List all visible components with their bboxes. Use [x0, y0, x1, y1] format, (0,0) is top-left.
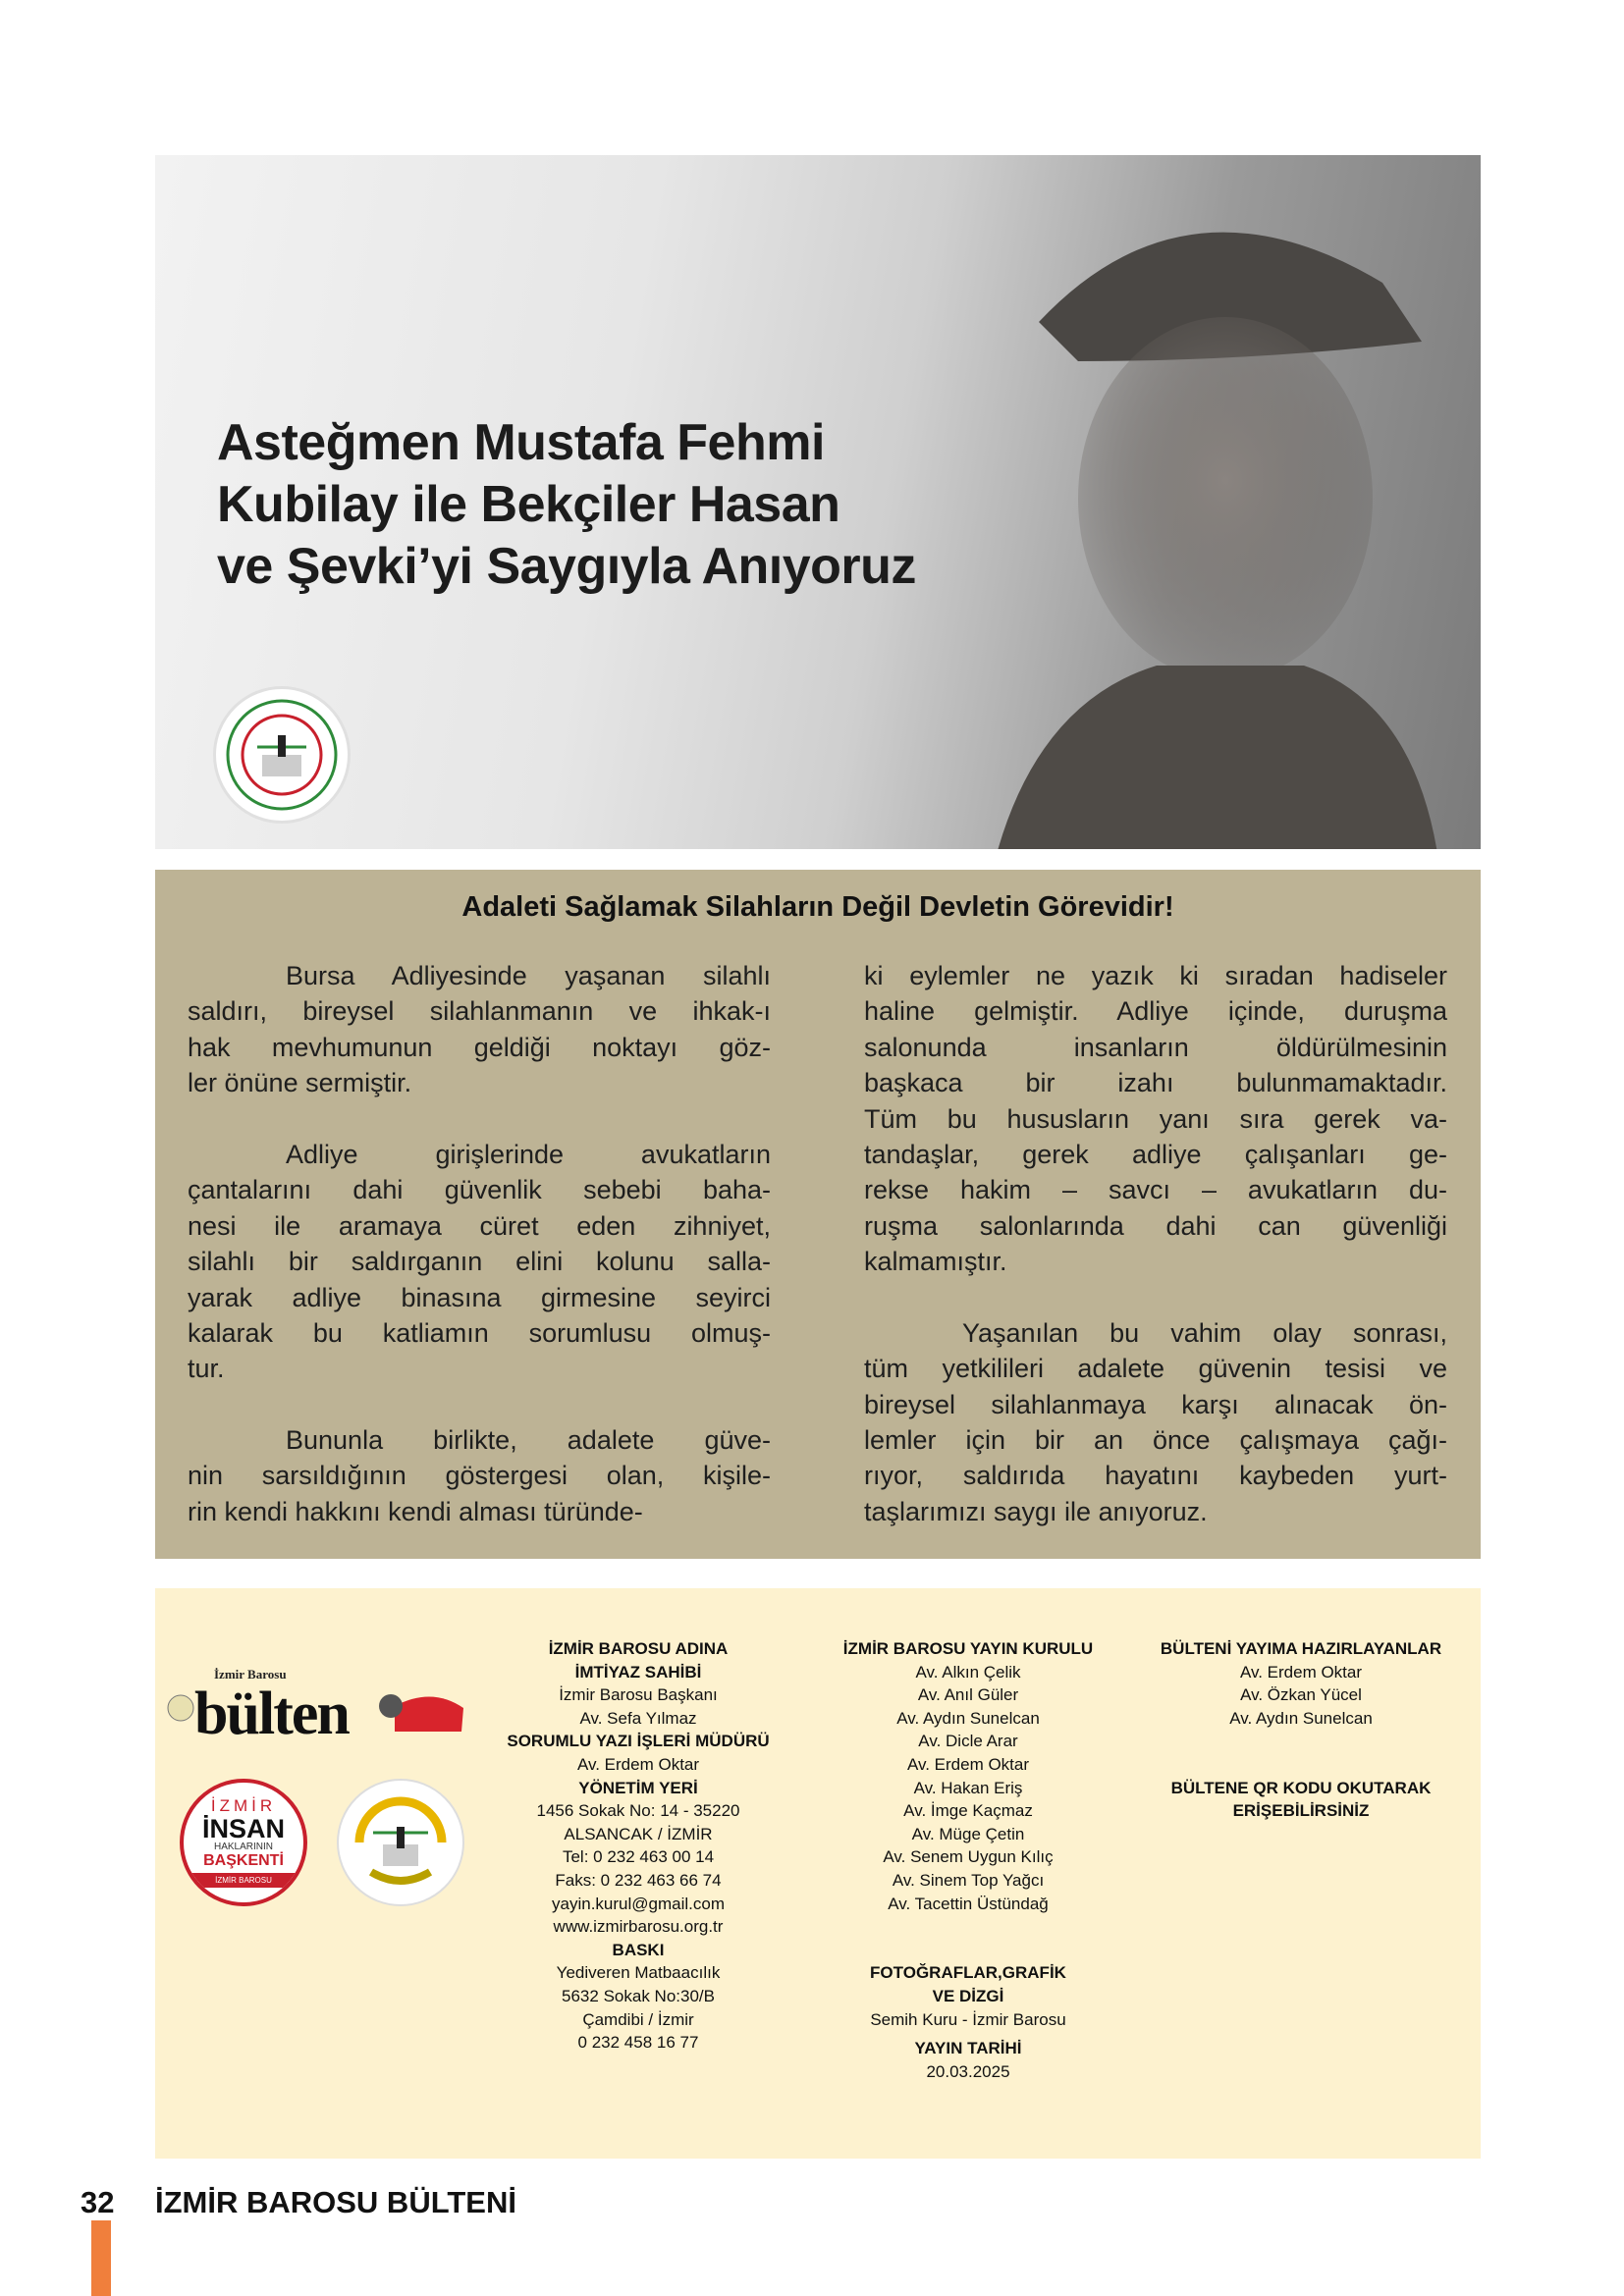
imprint-text: İzmir Barosu Başkanı [559, 1685, 718, 1705]
imprint-heading: İMTİYAZ SAHİBİ [574, 1662, 702, 1682]
article-line: ler önüne sermiştir. [188, 1068, 412, 1098]
imprint-heading: BASKI [612, 1940, 665, 1959]
imprint-heading: VE DİZGİ [932, 1986, 1004, 2005]
article-line: kalarak bu katliamın sorumlusu olmuş- [188, 1317, 771, 1348]
bulten-logo [167, 1667, 463, 1741]
imprint-text: Çamdibi / İzmir [582, 2009, 694, 2029]
bulten-logo-text: bülten [194, 1681, 349, 1741]
insan-haklari-logo [180, 1779, 307, 1906]
imprint-text: ALSANCAK / İZMİR [564, 1824, 713, 1843]
person-name: Av. Müge Çetin [911, 1824, 1025, 1843]
banner-title-line: Kubilay ile Bekçiler Hasan [217, 476, 840, 533]
insan-logo-red: BAŞKENTİ [203, 1852, 284, 1869]
imprint-heading: FOTOĞRAFLAR,GRAFİK [870, 1963, 1066, 1983]
phone-number: Tel: 0 232 463 00 14 [562, 1847, 715, 1867]
person-name: Av. Erdem Oktar [906, 1754, 1030, 1774]
page-number: 32 [81, 2185, 115, 2219]
imprint-heading: BÜLTENİ YAYIMA HAZIRLAYANLAR [1160, 1639, 1442, 1658]
article-paragraph [188, 1422, 771, 1529]
banner-title [217, 412, 916, 598]
insan-logo-small: HAKLARININ [213, 1842, 273, 1852]
article-line: Tüm bu hususların yanı sıra gerek va- [864, 1103, 1447, 1134]
article-line: çantalarını dahi güvenlik sebebi baha- [188, 1175, 771, 1205]
imprint-heading: SORUMLU YAZI İŞLERİ MÜDÜRÜ [507, 1732, 770, 1751]
article-line: taşlarımızı saygı ile anıyoruz. [864, 1496, 1208, 1526]
website-link[interactable]: www.izmirbarosu.org.tr [553, 1917, 724, 1937]
imprint-text: Av. Erdem Oktar [576, 1754, 700, 1774]
person-name: Av. Alkın Çelik [915, 1662, 1021, 1682]
imprint-heading: YÖNETİM YERİ [578, 1778, 698, 1797]
insan-logo-top: İZMİR [210, 1796, 277, 1815]
article-line: lemler için bir an önce çalışmaya çağı- [864, 1425, 1447, 1456]
person-name: Av. Hakan Eriş [913, 1778, 1023, 1797]
person-name: Av. Aydın Sunelcan [896, 1708, 1040, 1728]
email-link[interactable]: yayin.kurul@gmail.com [552, 1894, 725, 1913]
publication-name: İZMİR BAROSU BÜLTENİ [155, 2185, 516, 2219]
soldier-portrait [931, 194, 1441, 849]
person-name: Av. Aydın Sunelcan [1229, 1708, 1373, 1728]
article-paragraph [188, 958, 771, 1101]
article-line: tur. [188, 1354, 225, 1384]
article-line: ruşma salonlarında dahi can güvenliği [864, 1210, 1447, 1241]
person-name: Av. Sinem Top Yağcı [892, 1870, 1045, 1890]
article-paragraph [864, 958, 1447, 1280]
banner-title-line: ve Şevki’yi Saygıyla Anıyoruz [217, 538, 916, 595]
qr-note: BÜLTENE QR KODU OKUTARAK [1170, 1778, 1432, 1797]
person-name: Av. Özkan Yücel [1240, 1685, 1362, 1705]
article-line: rıyor, saldırıda hayatını kaybeden yurt- [864, 1461, 1447, 1491]
imprint-heading: İZMİR BAROSU YAYIN KURULU [842, 1639, 1094, 1658]
imprint-text: 5632 Sokak No:30/B [562, 1986, 715, 2005]
article-line: nin sarsıldığının göstergesi olan, kişile- [188, 1461, 771, 1491]
izmir-barosu-seal-logo [213, 686, 351, 824]
article-box [155, 870, 1481, 1559]
imprint-text: Semih Kuru - İzmir Barosu [870, 2009, 1066, 2029]
article-paragraph [864, 1315, 1447, 1529]
board-member-list [843, 1661, 1093, 1916]
person-name: Av. Dicle Arar [918, 1732, 1018, 1751]
person-name: Av. İmge Kaçmaz [903, 1801, 1033, 1821]
article-paragraph [188, 1137, 771, 1387]
article-line: hak mevhumunun geldiği noktayı göz- [188, 1032, 771, 1062]
article-line: Bununla birlikte, adalete güve- [286, 1425, 771, 1456]
insan-logo-band: İZMİR BAROSU [184, 1873, 303, 1888]
imprint-text: Yediveren Matbaacılık [556, 1963, 721, 1983]
article-line: Adliye girişlerinde avukatların [286, 1139, 771, 1169]
article-line: rin kendi hakkını kendi alması türünde- [188, 1496, 643, 1526]
fax-number: Faks: 0 232 463 66 74 [555, 1870, 722, 1890]
article-line: Yaşanılan bu vahim olay sonrası, [962, 1317, 1447, 1348]
orange-accent-bar [91, 2220, 111, 2296]
izmir-barosu-seal-logo [337, 1779, 464, 1906]
article-line: saldırı, bireysel silahlanmanın ve ihkak-ı [188, 996, 771, 1027]
article-left-column [188, 958, 771, 1566]
article-line: silahlı bir saldırganın elini kolunu salla- [188, 1247, 771, 1277]
article-line: başkaca bir izahı bulunmamaktadır. [864, 1068, 1447, 1098]
bulten-logo-small-text: İzmir Barosu [214, 1667, 287, 1682]
publication-date: 20.03.2025 [926, 2061, 1010, 2081]
article-line: bireysel silahlanmaya karşı alınacak ön- [864, 1389, 1447, 1419]
banner-title-line: Asteğmen Mustafa Fehmi [217, 414, 825, 471]
person-name: Av. Senem Uygun Kılıç [883, 1847, 1054, 1867]
article-line: kalmamıştır. [864, 1247, 1007, 1277]
imprint-preparers-column [1161, 1637, 1441, 1823]
article-line: rekse hakim – savcı – avukatların du- [864, 1175, 1447, 1205]
imprint-text: 1456 Sokak No: 14 - 35220 [536, 1801, 740, 1821]
person-name: Av. Anıl Güler [917, 1685, 1019, 1705]
qr-note: ERİŞEBİLİRSİNİZ [1232, 1801, 1370, 1821]
article-line: tandaşlar, gerek adliye çalışanları ge- [864, 1139, 1447, 1169]
article-right-column [864, 958, 1447, 1566]
imprint-board-column [843, 1637, 1093, 2083]
person-name: Av. Tacettin Üstündağ [888, 1894, 1049, 1913]
imprint-heading: İZMİR BAROSU ADINA [548, 1639, 729, 1658]
article-line: yarak adliye binasına girmesine seyirci [188, 1282, 771, 1312]
article-line: tüm yetkilileri adalete güvenin tesisi ve [864, 1354, 1447, 1384]
article-line: salonunda insanların öldürülmesinin [864, 1032, 1447, 1062]
imprint-heading: YAYIN TARİHİ [914, 2039, 1022, 2058]
insan-logo-mid: İNSAN [201, 1814, 285, 1843]
article-line: Bursa Adliyesinde yaşanan silahlı [286, 961, 771, 990]
article-line: haline gelmiştir. Adliye içinde, duruşma [864, 996, 1447, 1027]
person-name: Av. Erdem Oktar [1239, 1662, 1363, 1682]
memorial-banner [155, 155, 1481, 849]
article-title: Adaleti Sağlamak Silahların Değil Devletin Görevidir! [461, 891, 1174, 923]
imprint-text: 0 232 458 16 77 [577, 2033, 699, 2053]
imprint-box [155, 1588, 1481, 2159]
article-line: nesi ile aramaya cüret eden zihniyet, [188, 1210, 771, 1241]
imprint-publisher-column [507, 1637, 769, 2055]
imprint-text: Av. Sefa Yılmaz [579, 1708, 697, 1728]
article-line: ki eylemler ne yazık ki sıradan hadiseler [864, 961, 1447, 990]
preparer-list [1161, 1661, 1441, 1731]
